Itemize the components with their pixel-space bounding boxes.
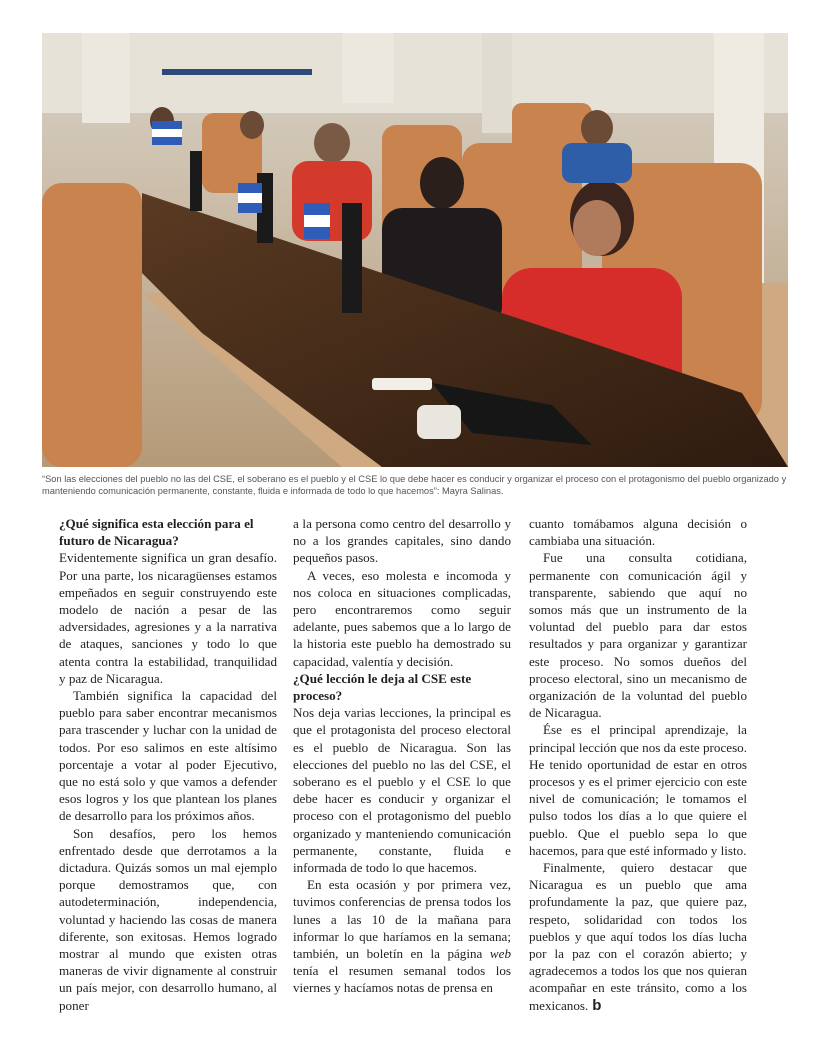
photo-caption: “Son las elecciones del pueblo no las del CSE, el soberano es el pueblo y el CSE lo que debe hacer es conducir y organizar el proceso con el protagonismo del pueblo organizado y manteniendo comunicación permanente, constante, fluida e informada de todo lo que hacemos”: Mayra Salinas. — [42, 474, 787, 497]
paragraph: cuanto tomábamos alguna decisión o cambiaba una situación. — [529, 516, 747, 549]
paragraph — [529, 859, 747, 1014]
question-heading: ¿Qué significa esta elección para el futuro de Nicaragua? — [59, 516, 254, 549]
column-1 — [59, 515, 277, 1014]
paragraph-text: tenía el resumen semanal todos los viernes y hacíamos notas de prensa en — [293, 963, 511, 996]
paragraph: Ése es el principal aprendizaje, la principal lección que nos da este proceso. He tenido oportunidad de estar en otros procesos y es el primer ejercicio con este nivel de comunicación; le tomamos el pulso todos los días a lo que quiere el pueblo. Que el pueblo sepa lo que hacemos, para que esté informado y listo. — [529, 722, 747, 858]
column-2 — [293, 515, 511, 997]
paragraph: Son desafíos, pero los hemos enfrentado desde que derrotamos a la dictadura. Quizás somos un mal ejemplo porque demostramos que, con autodeterminación, independencia, voluntad y haciendo las cosas de manera diferente, son exitosas. Hemos logrado mostrar al mundo que existen otras maneras de vivir dignamente al construir un país mejor, con desarrollo humano, al poner — [59, 825, 277, 1013]
paragraph: Fue una consulta cotidiana, permanente con comunicación ágil y transparente, sabiendo que aquí no somos más que un instrumento de la voluntad del pueblo para dar estos resultados y para organizar y garantizar este proceso. No somos dueños del proceso electoral, sino un mecanismo de organización de la voluntad del pueblo de Nicaragua. — [529, 550, 747, 721]
italic-word: web — [489, 946, 511, 962]
paragraph: También significa la capacidad del pueblo para saber encontrar mecanismos para trascender y luchar con la unidad de todos. Por eso salimos en este altísimo porcentaje a votar al poder Ejecutivo, que no está solo y que vamos a defender esos logros y los que plantean los planes de desarrollo para los próximos años. — [59, 688, 277, 824]
article-photo — [42, 33, 788, 467]
paragraph — [293, 876, 511, 996]
column-3 — [529, 515, 747, 1014]
paragraph: Nos deja varias lecciones, la principal es que el protagonista del proceso electoral es el pueblo de Nicaragua. Son las elecciones del pueblo no las del CSE, el soberano es el pueblo y el CSE lo que debe hacer es conducir y organizar el proceso con el protagonismo del pueblo organizado y manteniendo comunicación permanente, constante, fluida e informada de todo lo que hacemos. — [293, 705, 511, 876]
end-mark-icon: b — [592, 996, 602, 1014]
paragraph: Evidentemente significa un gran desafío. Por una parte, los nicaragüenses estamos empeñados en seguir construyendo este modelo de nación a pesar de las adversidades, agresiones y a la narrativa de ataques, sanciones y todo lo que atenta contra la estabilidad, tranquilidad y paz de Nicaragua. — [59, 550, 277, 686]
paragraph: a la persona como centro del desarrollo y no a los grandes capitales, sino dando pequeños pasos. — [293, 516, 511, 566]
paragraph-text: Finalmente, quiero destacar que Nicaragua es un pueblo que ama profundamente la paz, que quiere paz, respeto, solidaridad con todos los pueblos y que aquí todos los días lucha por la paz con el corazón abierto; y agradecemos a todos los que nos quieran acompañar en este tránsito, como a los mexicanos. — [529, 860, 747, 1013]
paragraph: A veces, eso molesta e incomoda y nos coloca en situaciones complicadas, pero encontraremos como seguir adelante, pues sabemos que a lo largo de la historia este pueblo ha demostrado su capacidad, valentía y decisión. — [293, 567, 511, 669]
question-heading: ¿Qué lección le deja al CSE este proceso? — [293, 670, 472, 704]
paragraph-text: En esta ocasión y por primera vez, tuvimos conferencias de prensa todos los lunes a las 10 de la mañana para informar lo que haríamos en la semana; también, un boletín en la página — [293, 877, 511, 962]
